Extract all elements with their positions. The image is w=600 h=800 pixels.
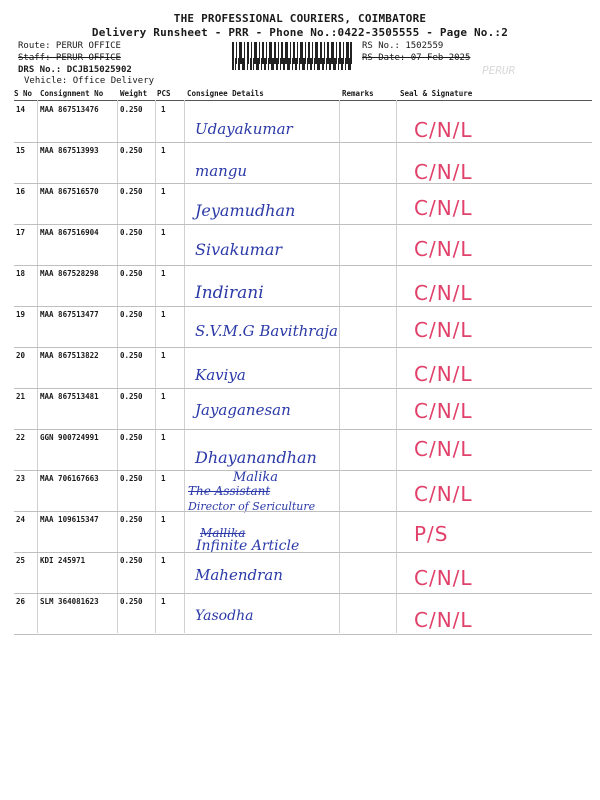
row-divider bbox=[14, 183, 592, 184]
staff-label: Staff: PERUR OFFICE bbox=[18, 53, 121, 63]
consignee-extra: Director of Sericulture bbox=[188, 500, 316, 513]
cell-sno: 20 bbox=[16, 351, 26, 360]
barcode-bottom bbox=[232, 58, 352, 70]
seal-signature: C/N/L bbox=[414, 196, 473, 220]
col-divider bbox=[339, 100, 340, 633]
cell-pcs: 1 bbox=[161, 515, 166, 524]
col-pcs: PCS bbox=[157, 89, 171, 98]
row-divider bbox=[14, 634, 592, 635]
cell-pcs: 1 bbox=[161, 351, 166, 360]
cell-weight: 0.250 bbox=[120, 392, 143, 401]
col-divider bbox=[37, 100, 38, 633]
seal-signature: C/N/L bbox=[414, 118, 473, 142]
consignee-handwriting: Mahendran bbox=[195, 566, 283, 584]
seal-signature: C/N/L bbox=[414, 608, 473, 632]
cell-consignment: SLM 364081623 bbox=[40, 597, 99, 606]
cell-pcs: 1 bbox=[161, 597, 166, 606]
cell-weight: 0.250 bbox=[120, 351, 143, 360]
cell-weight: 0.250 bbox=[120, 269, 143, 278]
cell-pcs: 1 bbox=[161, 310, 166, 319]
consignee-handwriting: Sivakumar bbox=[195, 240, 283, 259]
cell-pcs: 1 bbox=[161, 105, 166, 114]
seal-signature: C/N/L bbox=[414, 160, 473, 184]
consignee-handwriting: Dhayanandhan bbox=[195, 448, 317, 467]
cell-weight: 0.250 bbox=[120, 515, 143, 524]
consignee-handwriting: Udayakumar bbox=[195, 120, 293, 138]
cell-weight: 0.250 bbox=[120, 146, 143, 155]
col-divider bbox=[117, 100, 118, 633]
rs-date: RS Date: 07 Feb 2025 bbox=[362, 53, 471, 63]
runsheet-title: Delivery Runsheet - PRR - Phone No.:0422-3505555 - Page No.:2 bbox=[91, 26, 509, 39]
cell-weight: 0.250 bbox=[120, 433, 143, 442]
company-title: THE PROFESSIONAL COURIERS, COIMBATORE bbox=[173, 12, 427, 25]
cell-weight: 0.250 bbox=[120, 556, 143, 565]
col-seal: Seal & Signature bbox=[400, 89, 473, 98]
cell-sno: 16 bbox=[16, 187, 26, 196]
cell-weight: 0.250 bbox=[120, 310, 143, 319]
cell-weight: 0.250 bbox=[120, 105, 143, 114]
consignee-handwriting: Kaviya bbox=[195, 366, 246, 384]
seal-signature: P/S bbox=[414, 522, 449, 546]
row-divider bbox=[14, 388, 592, 389]
cell-sno: 26 bbox=[16, 597, 26, 606]
cell-consignment: MAA 867528298 bbox=[40, 269, 99, 278]
cell-pcs: 1 bbox=[161, 187, 166, 196]
row-divider bbox=[14, 347, 592, 348]
consignee-handwriting: S.V.M.G Bavithraja bbox=[195, 322, 338, 340]
cell-pcs: 1 bbox=[161, 146, 166, 155]
seal-signature: C/N/L bbox=[414, 362, 473, 386]
cell-sno: 23 bbox=[16, 474, 26, 483]
cell-pcs: 1 bbox=[161, 392, 166, 401]
cell-sno: 25 bbox=[16, 556, 26, 565]
cell-sno: 18 bbox=[16, 269, 26, 278]
cell-sno: 22 bbox=[16, 433, 26, 442]
col-divider bbox=[155, 100, 156, 633]
cell-weight: 0.250 bbox=[120, 187, 143, 196]
cell-pcs: 1 bbox=[161, 556, 166, 565]
cell-sno: 17 bbox=[16, 228, 26, 237]
row-divider bbox=[14, 224, 592, 225]
row-divider bbox=[14, 265, 592, 266]
row-divider bbox=[14, 511, 592, 512]
cell-pcs: 1 bbox=[161, 269, 166, 278]
cell-consignment: MAA 867513993 bbox=[40, 146, 99, 155]
seal-signature: C/N/L bbox=[414, 237, 473, 261]
row-divider bbox=[14, 470, 592, 471]
cell-consignment: MAA 706167663 bbox=[40, 474, 99, 483]
cell-sno: 15 bbox=[16, 146, 26, 155]
cell-sno: 24 bbox=[16, 515, 26, 524]
row-divider bbox=[14, 593, 592, 594]
seal-signature: C/N/L bbox=[414, 399, 473, 423]
cell-weight: 0.250 bbox=[120, 228, 143, 237]
consignee-struck: Mallika bbox=[200, 526, 246, 540]
seal-signature: C/N/L bbox=[414, 437, 473, 461]
consignee-handwriting: Malika bbox=[233, 470, 279, 485]
cell-sno: 19 bbox=[16, 310, 26, 319]
cell-consignment: KDI 245971 bbox=[40, 556, 86, 565]
consignee-struck: The Assistant bbox=[188, 484, 271, 498]
cell-pcs: 1 bbox=[161, 474, 166, 483]
route-label: Route: PERUR OFFICE bbox=[18, 41, 121, 51]
consignee-handwriting: Yasodha bbox=[195, 608, 254, 624]
seal-signature: C/N/L bbox=[414, 482, 473, 506]
seal-signature: C/N/L bbox=[414, 281, 473, 305]
cell-consignment: GGN 900724991 bbox=[40, 433, 99, 442]
consignee-handwriting: Jayaganesan bbox=[195, 401, 291, 419]
consignee-handwriting: Jeyamudhan bbox=[195, 201, 296, 220]
cell-weight: 0.250 bbox=[120, 597, 143, 606]
cell-consignment: MAA 867516904 bbox=[40, 228, 99, 237]
rs-number: RS No.: 1502559 bbox=[362, 41, 444, 51]
col-consignee: Consignee Details bbox=[187, 89, 264, 98]
col-divider bbox=[396, 100, 397, 633]
faint-stamp: PERUR bbox=[482, 64, 516, 77]
col-consignment: Consignment No bbox=[40, 89, 104, 98]
cell-sno: 21 bbox=[16, 392, 26, 401]
cell-consignment: MAA 867513481 bbox=[40, 392, 99, 401]
consignee-handwriting: mangu bbox=[195, 162, 248, 180]
consignee-handwriting: Infinite Article bbox=[196, 538, 300, 554]
seal-signature: C/N/L bbox=[414, 566, 473, 590]
row-divider bbox=[14, 552, 592, 553]
cell-consignment: MAA 867513822 bbox=[40, 351, 99, 360]
cell-sno: 14 bbox=[16, 105, 26, 114]
row-divider bbox=[14, 429, 592, 430]
drs-number: DRS No.: DCJB15025902 bbox=[18, 65, 132, 75]
header-rule bbox=[14, 100, 592, 101]
cell-consignment: MAA 867516570 bbox=[40, 187, 99, 196]
seal-signature: C/N/L bbox=[414, 318, 473, 342]
cell-weight: 0.250 bbox=[120, 474, 143, 483]
row-divider bbox=[14, 142, 592, 143]
cell-pcs: 1 bbox=[161, 433, 166, 442]
consignee-handwriting: Indirani bbox=[195, 283, 264, 303]
col-divider bbox=[184, 100, 185, 633]
col-weight: Weight bbox=[120, 89, 148, 98]
cell-consignment: MAA 867513477 bbox=[40, 310, 99, 319]
cell-consignment: MAA 109615347 bbox=[40, 515, 99, 524]
col-remarks: Remarks bbox=[342, 89, 374, 98]
cell-pcs: 1 bbox=[161, 228, 166, 237]
row-divider bbox=[14, 306, 592, 307]
cell-consignment: MAA 867513476 bbox=[40, 105, 99, 114]
vehicle-label: Vehicle: Office Delivery bbox=[24, 76, 155, 86]
col-sno: S No bbox=[14, 89, 33, 98]
